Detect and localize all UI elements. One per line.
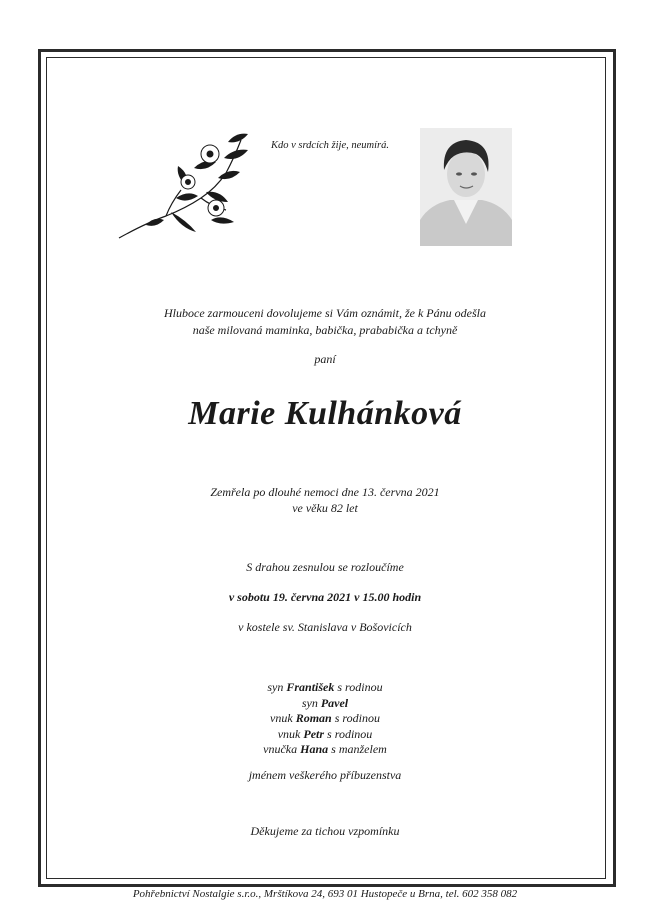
mourner-suffix: s rodinou (327, 726, 373, 741)
mourner-name: Hana (300, 742, 329, 756)
deceased-name: Marie Kulhánková (188, 395, 462, 432)
mourners-list (60, 680, 590, 758)
mourner-suffix: s rodinou (334, 711, 380, 725)
mourner-name: Petr (303, 726, 325, 741)
family-line: jménem veškerého příbuzenstva (248, 768, 402, 782)
death-date: Zemřela po dlouhé nemoci dne 13. června 2021 (210, 485, 440, 499)
mourner-suffix: s manželem (331, 742, 387, 756)
ceremony-place: v kostele sv. Stanislava v Bošovicích (238, 620, 412, 634)
mourner-relation: syn (267, 680, 284, 694)
motto: Kdo v srdcích žije, neumírá. (270, 140, 389, 151)
death-age: ve věku 82 let (292, 501, 358, 515)
mourner-suffix: s rodinou (337, 680, 383, 694)
mourner-relation: syn (301, 695, 318, 710)
mourner-name: Pavel (320, 695, 349, 710)
flower-branch-icon (116, 128, 251, 243)
ceremony-time: v sobotu 19. června 2021 v 15.00 hodin (228, 590, 422, 604)
mourner-line (60, 696, 590, 712)
mourner-line (60, 680, 590, 696)
mourner-relation: vnuk (270, 711, 293, 725)
mourner-name: František (286, 680, 335, 694)
death-info (60, 484, 590, 516)
mourner-line (60, 742, 590, 758)
farewell-text: S drahou zesnulou se rozloučíme (246, 560, 404, 574)
mourner-relation: vnučka (263, 742, 298, 756)
mourner-relation: vnuk (277, 726, 301, 741)
intro-line-2: naše milovaná maminka, babička, prababička a tchyně (192, 323, 458, 337)
mourner-line (60, 727, 590, 743)
portrait-photo (420, 128, 512, 246)
intro-line-1: Hluboce zarmouceni dovolujeme si Vám oznámit, že k Pánu odešla (164, 306, 486, 320)
title-word: paní (314, 352, 336, 366)
thanks-line: Děkujeme za tichou vzpomínku (250, 824, 400, 838)
mourner-line (60, 711, 590, 727)
funeral-home-footer: Pohřebnictví Nostalgie s.r.o., Mrštíkova 24, 693 01 Hustopeče u Brna, tel. 602 358 082 (132, 888, 518, 900)
announcement-intro (60, 305, 590, 339)
mourner-name: Roman (295, 711, 332, 725)
